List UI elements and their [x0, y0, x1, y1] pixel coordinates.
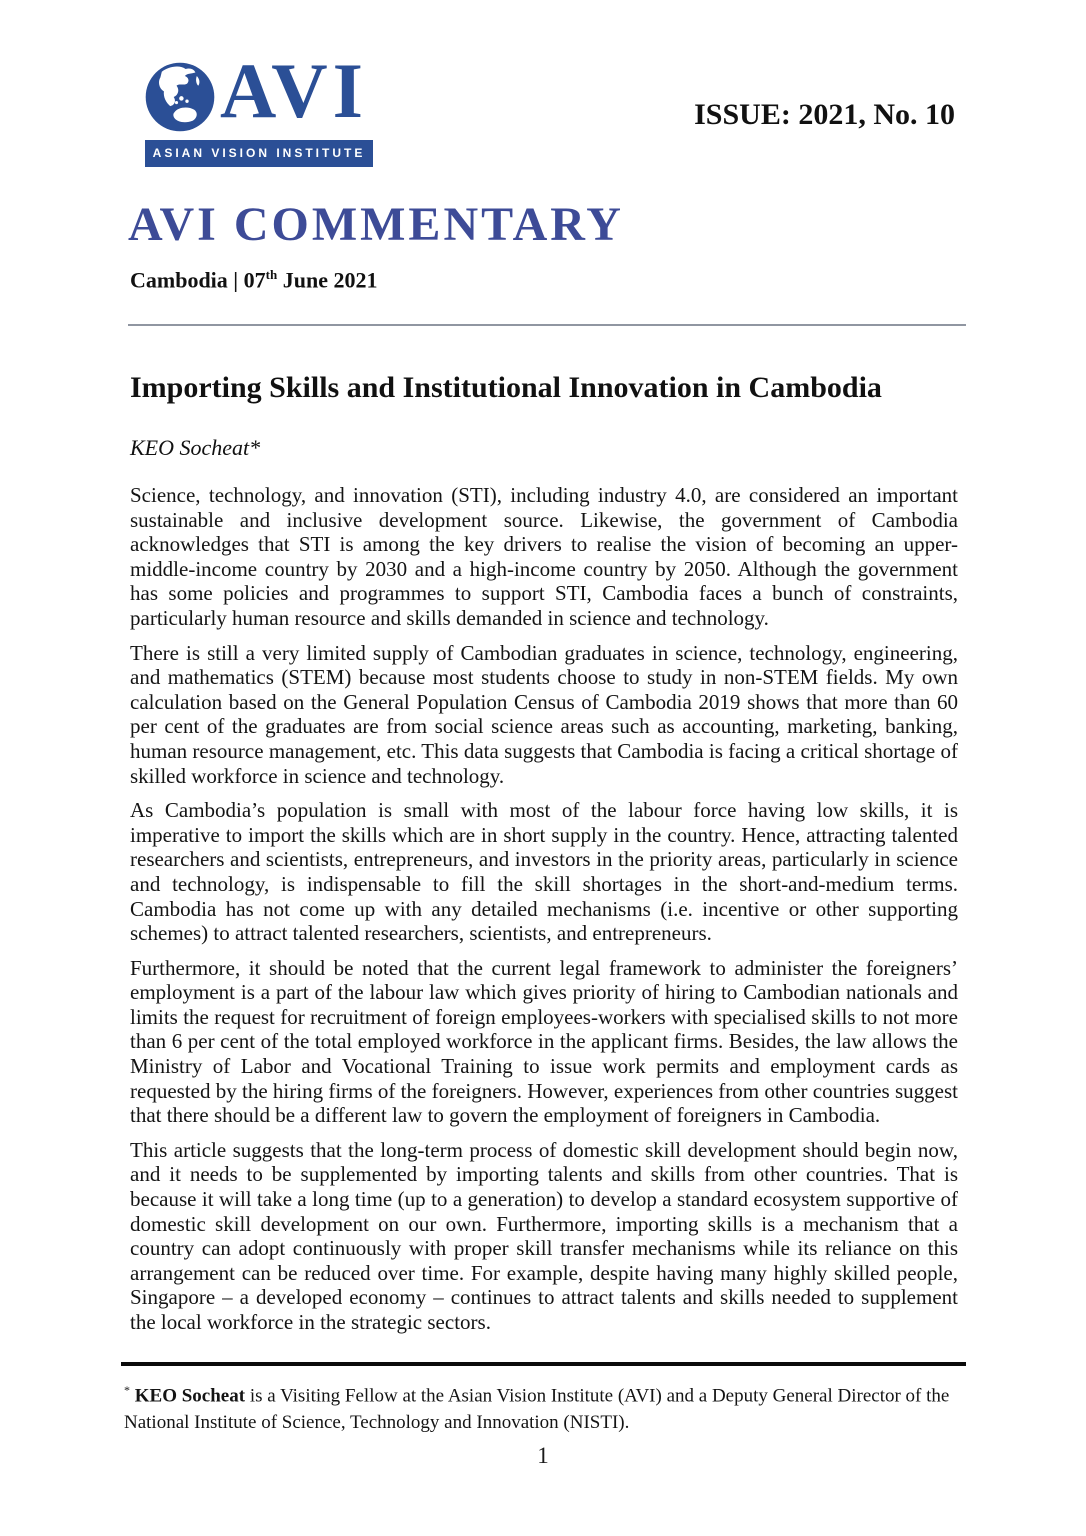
dateline-suffix: June 2021: [277, 267, 378, 293]
footnote-marker: *: [124, 1383, 130, 1397]
footnote-author: KEO Socheat: [134, 1385, 246, 1407]
article-title: Importing Skills and Institutional Innovation in Cambodia: [130, 371, 882, 404]
article-body: [130, 483, 958, 1345]
article-paragraph-5: This article suggests that the long-term process of domestic skill development should begin now, and it needs to be supplemented by importing talents and skills from other countries. That is because it will take a long time (up to a generation) to develop a standard ecosystem supportive of domestic skill development on our own. Furthermore, importing skills is a mechanism that a country can adopt continuously with proper skill transfer mechanisms while its reliance on this arrangement can be reduced over time. For example, despite having many highly skilled people, Singapore – a developed economy – continues to attract talents and skills needed to supplement the local workforce in the strategic sectors.: [130, 1137, 958, 1334]
issue-label: ISSUE: 2021, No. 10: [694, 98, 955, 131]
article-paragraph-3: As Cambodia’s population is small with most of the labour force having low skills, it is imperative to import the skills which are in short supply in the country. Hence, attracting talented researchers and scientists, entrepreneurs, and investors in the priority areas, particularly in science and technology, is indispensable to fill the skill shortages in the short-and-medium terms. Cambodia has not come up with any detailed mechanisms (i.e. incentive or other supporting schemes) to attract talented researchers, scientists, and entrepreneurs.: [130, 798, 958, 946]
avi-logo-banner: ASIAN VISION INSTITUTE: [145, 140, 373, 167]
author-byline: KEO Socheat*: [130, 435, 261, 460]
footnote: [124, 1377, 962, 1436]
dateline: [130, 267, 377, 293]
dateline-prefix: Cambodia | 07: [130, 267, 266, 293]
page-number: 1: [537, 1443, 549, 1468]
avi-logo-acronym: AVI: [220, 47, 368, 134]
article-paragraph-2: There is still a very limited supply of Cambodian graduates in science, technology, engineering, and mathematics (STEM) because most students choose to study in non-STEM fields. My own calculation based on the General Population Census of Cambodia 2019 shows that more than 60 per cent of the graduates are from social science areas such as accounting, marketing, banking, human resource management, etc. This data suggests that Cambodia is facing a critical shortage of skilled workforce in science and technology.: [130, 640, 958, 788]
footnote-divider: [121, 1362, 966, 1366]
dateline-ordinal: th: [265, 267, 278, 282]
footnote-text: is a Visiting Fellow at the Asian Vision Institute (AVI) and a Deputy General Director of the National Institute of Science, Technology and Innovation (NISTI).: [124, 1385, 950, 1434]
globe-icon: [145, 60, 215, 134]
series-title: AVI COMMENTARY: [128, 198, 624, 251]
header-divider: [128, 324, 966, 326]
article-paragraph-1: Science, technology, and innovation (STI), including industry 4.0, are considered an important sustainable and inclusive development source. Likewise, the government of Cambodia acknowledges that STI is among the key drivers to realise the vision of becoming an upper-middle-income country by 2030 and a high-income country by 2050. Although the government has some policies and programmes to support STI, Cambodia faces a bunch of constraints, particularly human resource and skills demanded in science and technology.: [130, 483, 958, 630]
article-paragraph-4: Furthermore, it should be noted that the current legal framework to administer the foreigners’ employment is a part of the labour law which gives priority of hiring to Cambodian nationals and limits the request for recruitment of foreign employees-workers with specialised skills to not more than 6 per cent of the total employed workforce in the applicant firms. Besides, the law allows the Ministry of Labor and Vocational Training to issue work permits and employment cards as requested by the hiring firms of the foreigners. However, experiences from other countries suggest that there should be a different law to govern the employment of foreigners in Cambodia.: [130, 955, 958, 1128]
